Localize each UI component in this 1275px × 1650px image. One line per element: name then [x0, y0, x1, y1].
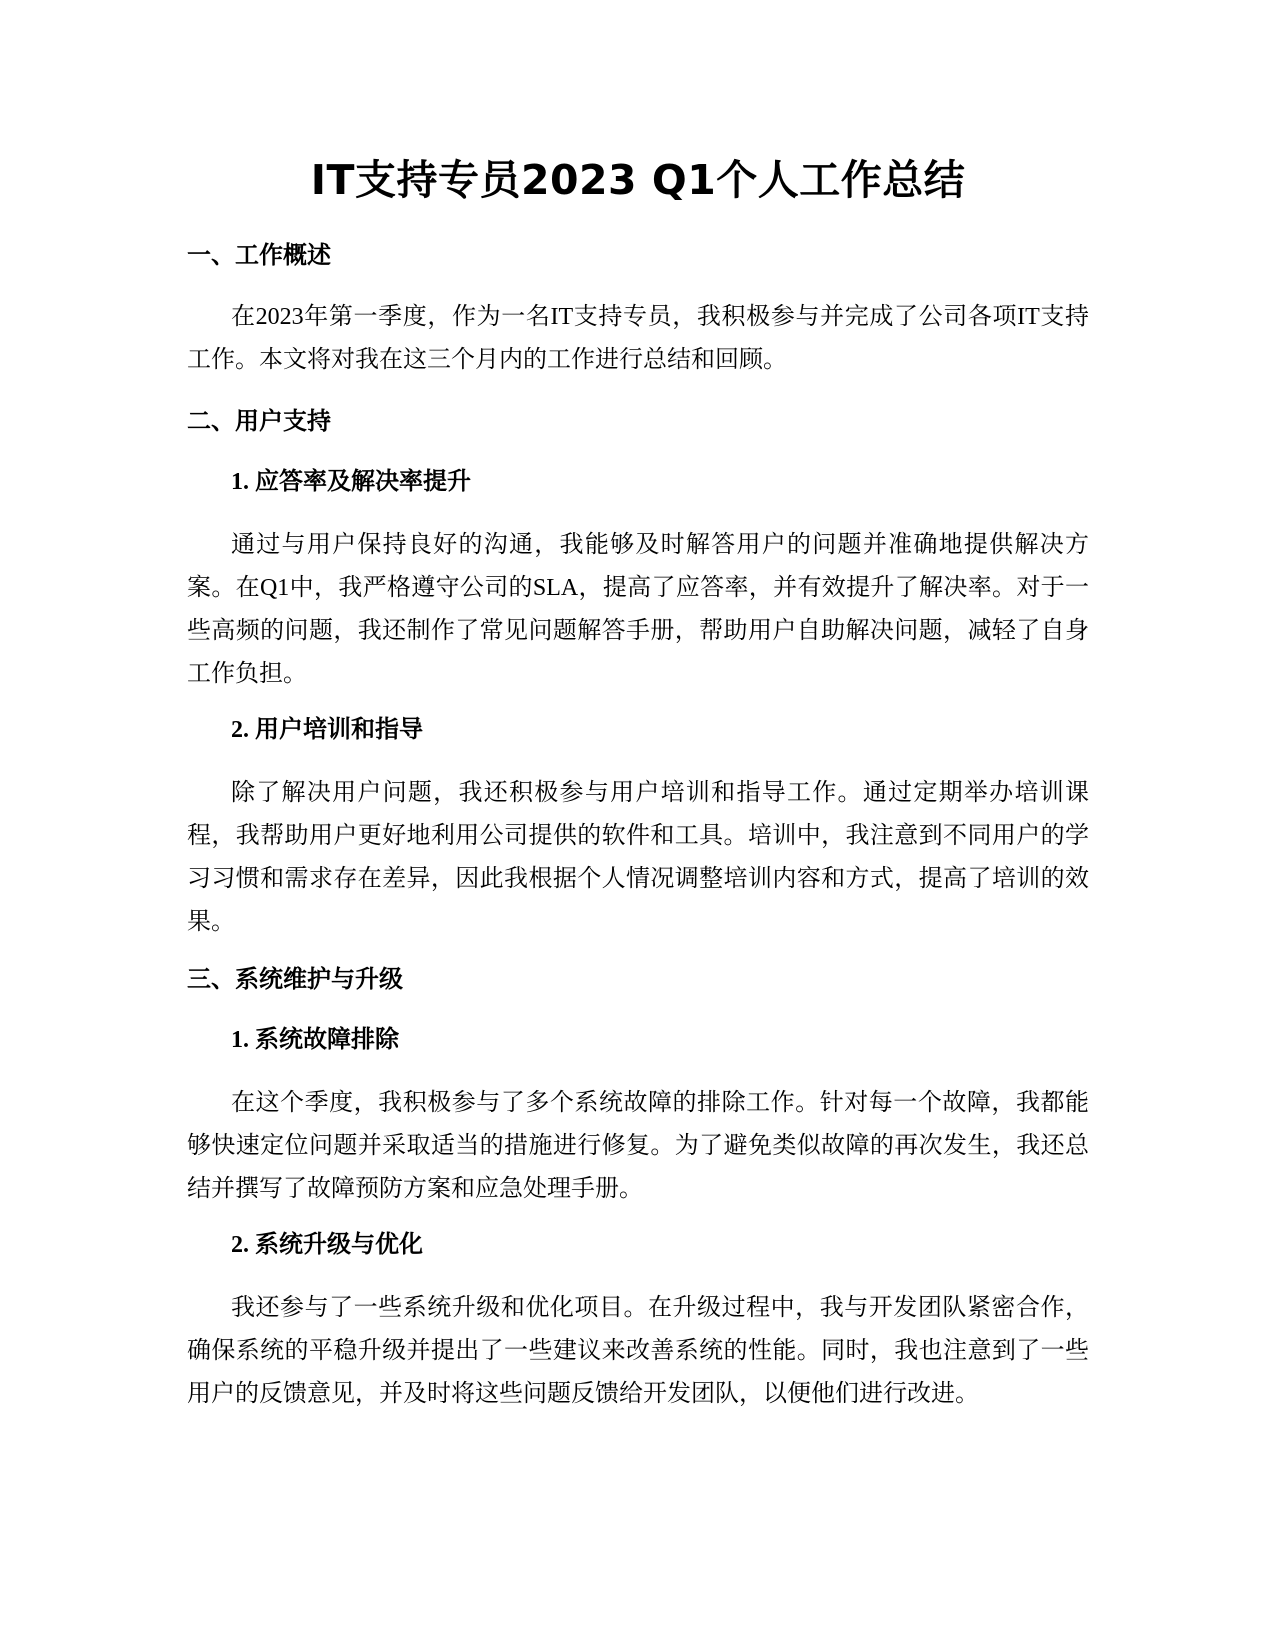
- paragraph-overview: 在2023年第一季度，作为一名IT支持专员，我积极参与并完成了公司各项IT支持工作。本文将对我在这三个月内的工作进行总结和回顾。: [187, 304, 1089, 373]
- paragraph-system-upgrade: 我还参与了一些系统升级和优化项目。在升级过程中，我与开发团队紧密合作，确保系统的平稳升级并提出了一些建议来改善系统的性能。同时，我也注意到了一些用户的反馈意见，并及时将这些问题反馈给开发团队，以便他们进行改进。: [187, 1295, 1089, 1407]
- paragraph-response-rate: 通过与用户保持良好的沟通，我能够及时解答用户的问题并准确地提供解决方案。在Q1中，我严格遵守公司的SLA，提高了应答率，并有效提升了解决率。对于一些高频的问题，我还制作了常见问题解答手册，帮助用户自助解决问题，减轻了自身工作负担。: [187, 532, 1089, 687]
- paragraph-user-training: 除了解决用户问题，我还积极参与用户培训和指导工作。通过定期举办培训课程，我帮助用户更好地利用公司提供的软件和工具。培训中，我注意到不同用户的学习习惯和需求存在差异，因此我根据个人情况调整培训内容和方式，提高了培训的效果。: [187, 780, 1089, 935]
- section-heading-system-maintenance: 三、系统维护与升级: [187, 965, 403, 993]
- subheading-fault-troubleshooting: 1. 系统故障排除: [231, 1027, 399, 1053]
- subheading-system-upgrade: 2. 系统升级与优化: [231, 1232, 423, 1258]
- section-heading-user-support: 二、用户支持: [187, 407, 331, 435]
- subheading-user-training: 2. 用户培训和指导: [231, 717, 423, 743]
- section-heading-overview: 一、工作概述: [187, 241, 331, 269]
- subheading-response-rate: 1. 应答率及解决率提升: [231, 469, 471, 495]
- document-title: IT支持专员2023 Q1个人工作总结: [310, 156, 966, 204]
- paragraph-fault-troubleshooting: 在这个季度，我积极参与了多个系统故障的排除工作。针对每一个故障，我都能够快速定位问题并采取适当的措施进行修复。为了避免类似故障的再次发生，我还总结并撰写了故障预防方案和应急处理手册。: [187, 1090, 1089, 1202]
